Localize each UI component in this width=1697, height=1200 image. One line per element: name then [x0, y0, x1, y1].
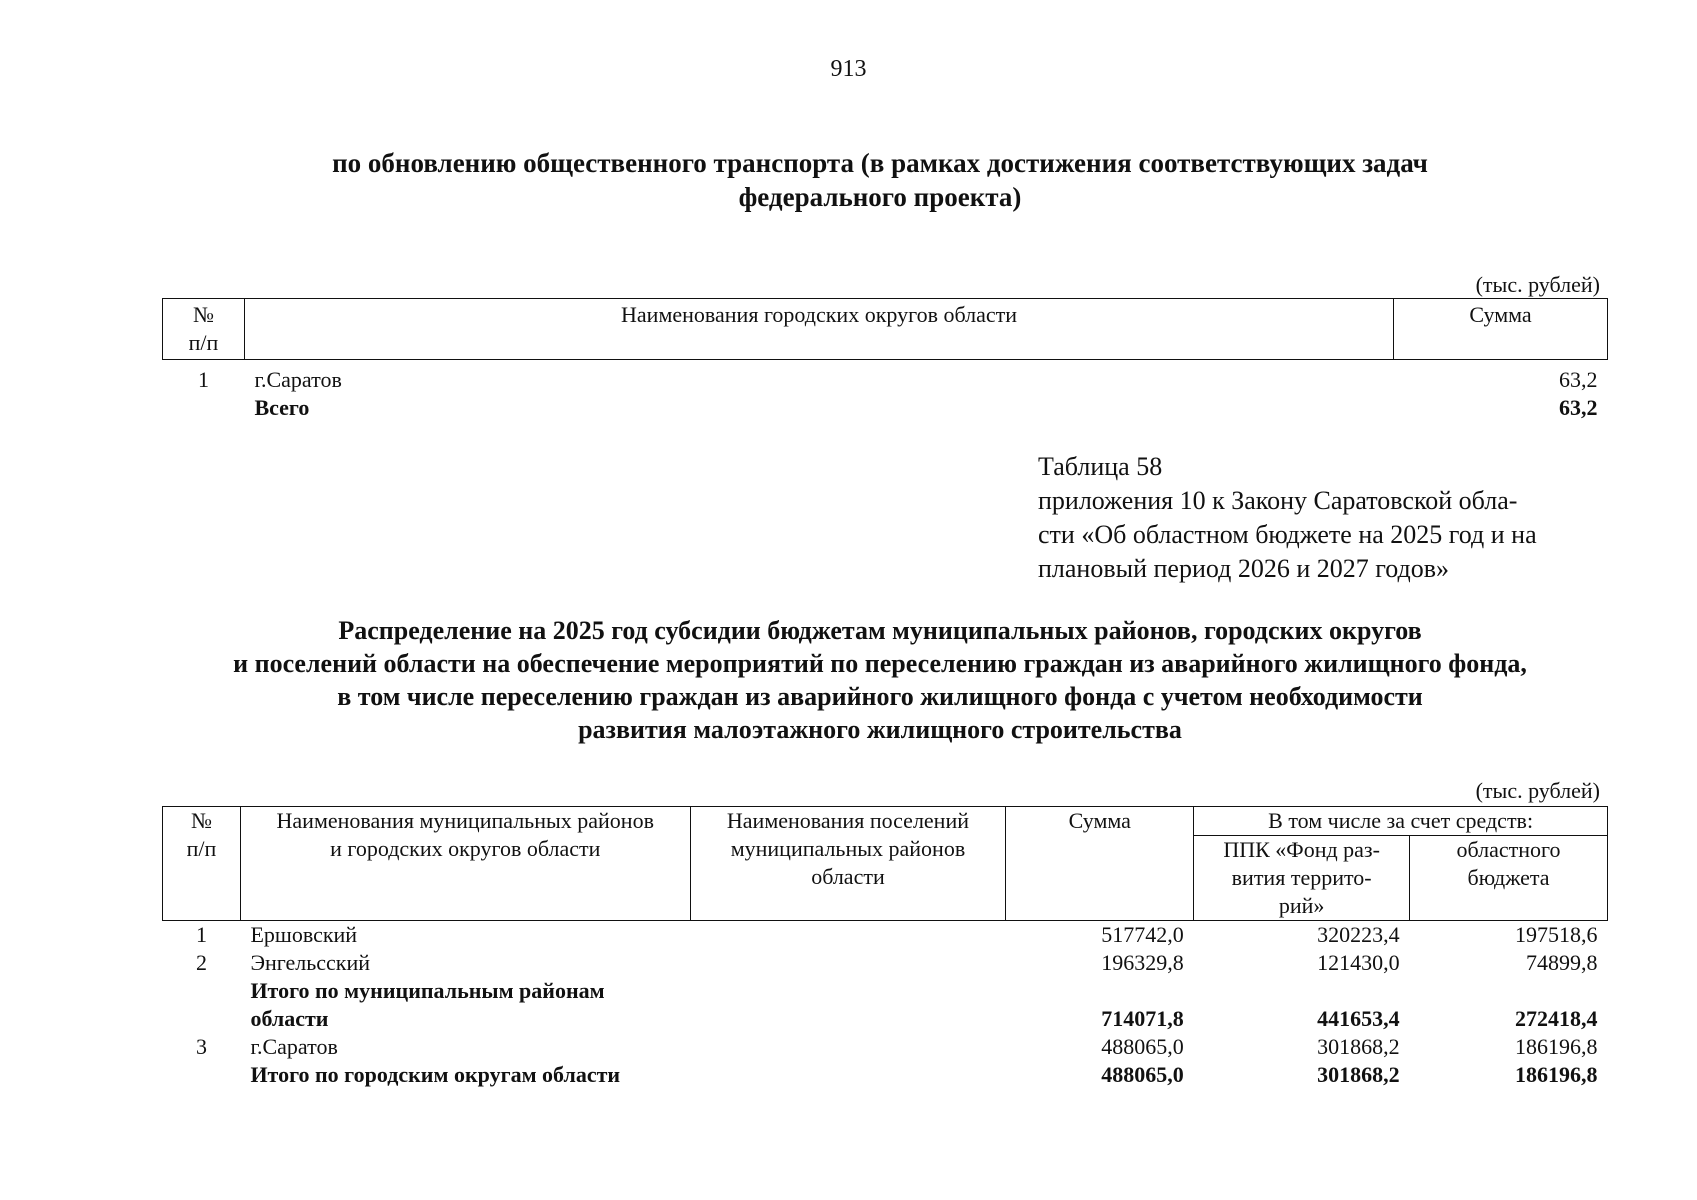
header-district [240, 807, 690, 921]
subtotal-label: Итого по городским округам области [250, 1062, 621, 1087]
header-line: ППК «Фонд раз- [1223, 837, 1380, 862]
subtotal-sum: 488065,0 [1101, 1062, 1184, 1087]
table2-title-line: развития малоэтажного жилищного строительства [578, 715, 1182, 744]
row-regional: 186196,8 [1515, 1034, 1598, 1059]
total-sum: 63,2 [1559, 394, 1598, 420]
header-including: В том числе за счет средств: [1194, 807, 1608, 836]
subtotal-regional: 272418,4 [1515, 1006, 1598, 1031]
subtotal-fund: 441653,4 [1317, 1006, 1400, 1031]
table-row [163, 921, 1608, 950]
header-no-line: п/п [188, 330, 219, 355]
header-sum: Сумма [1006, 807, 1194, 921]
table1-header-row [163, 299, 1608, 360]
header-sum: Сумма [1394, 299, 1608, 360]
header-line: муниципальных районов [730, 836, 966, 861]
header-no [163, 807, 241, 921]
row-name: г.Саратов [254, 366, 342, 392]
header-regional [1410, 836, 1608, 921]
row-fund: 301868,2 [1317, 1034, 1400, 1059]
table-row [163, 949, 1608, 977]
header-name: Наименования городских округов области [244, 299, 1393, 360]
note-line: Таблица 58 [1038, 452, 1163, 481]
note-line: плановый период 2026 и 2027 годов» [1038, 554, 1450, 583]
row-fund: 320223,4 [1317, 922, 1400, 947]
table-total-row [163, 394, 1608, 422]
header-no [163, 299, 245, 360]
header-line: и городских округов области [330, 836, 601, 861]
row-name: Ершовский [250, 922, 358, 947]
table-row [163, 366, 1608, 394]
table-subtotal-row [163, 1061, 1608, 1089]
row-no: 1 [197, 366, 209, 392]
header-no-line: № [192, 302, 214, 327]
table-note [1038, 450, 1598, 586]
total-label: Всего [254, 394, 310, 420]
row-no: 3 [195, 1034, 207, 1059]
header-line: Наименования поселений [726, 808, 970, 833]
subtotal-label [240, 977, 1005, 1033]
row-fund: 121430,0 [1317, 950, 1400, 975]
table2-title-line: Распределение на 2025 год субсидии бюджетам муниципальных районов, городских округов [338, 616, 1422, 645]
subtotal-label-line: Итого по муниципальным районам [250, 978, 605, 1003]
row-regional: 74899,8 [1526, 950, 1598, 975]
header-line: рий» [1278, 893, 1325, 918]
table1-title-line: по обновлению общественного транспорта (в рамках достижения соответствующих задач [332, 148, 1428, 178]
table2 [162, 806, 1608, 1089]
table1-title [260, 146, 1500, 214]
header-no-line: № [190, 808, 212, 833]
row-no: 2 [195, 950, 207, 975]
table1-title-line: федерального проекта) [738, 182, 1022, 212]
header-fund [1194, 836, 1410, 921]
header-line: Наименования муниципальных районов [276, 808, 654, 833]
header-line: области [811, 864, 885, 889]
table2-title-line: в том числе переселению граждан из аварийного жилищного фонда с учетом необходимости [337, 682, 1423, 711]
row-name: Энгельсский [250, 950, 371, 975]
row-name: г.Саратов [250, 1034, 338, 1059]
table2-header-row [163, 807, 1608, 836]
note-line: сти «Об областном бюджете на 2025 год и на [1038, 520, 1537, 549]
note-line: приложения 10 к Закону Саратовской обла- [1038, 486, 1518, 515]
header-line: областного [1456, 837, 1561, 862]
table2-title-line: и поселений области на обеспечение мероприятий по переселению граждан из аварийного жилищного фонда, [233, 649, 1527, 678]
table2-units: (тыс. рублей) [1475, 778, 1600, 803]
table-row [163, 1033, 1608, 1061]
header-settlement [690, 807, 1006, 921]
row-regional: 197518,6 [1515, 922, 1598, 947]
table1-units: (тыс. рублей) [1475, 272, 1600, 297]
subtotal-regional: 186196,8 [1515, 1062, 1598, 1087]
row-sum: 196329,8 [1101, 950, 1184, 975]
table1 [162, 298, 1608, 422]
subtotal-label-line: области [250, 1006, 329, 1031]
header-line: бюджета [1467, 865, 1550, 890]
header-line: вития террито- [1231, 865, 1372, 890]
row-no: 1 [195, 922, 207, 947]
table-subtotal-row [163, 977, 1608, 1033]
row-sum: 488065,0 [1101, 1034, 1184, 1059]
row-sum: 63,2 [1559, 366, 1598, 392]
table2-title [160, 614, 1600, 746]
row-sum: 517742,0 [1101, 922, 1184, 947]
page-number: 913 [830, 56, 867, 82]
header-no-line: п/п [186, 836, 217, 861]
subtotal-fund: 301868,2 [1317, 1062, 1400, 1087]
subtotal-sum: 714071,8 [1101, 1006, 1184, 1031]
